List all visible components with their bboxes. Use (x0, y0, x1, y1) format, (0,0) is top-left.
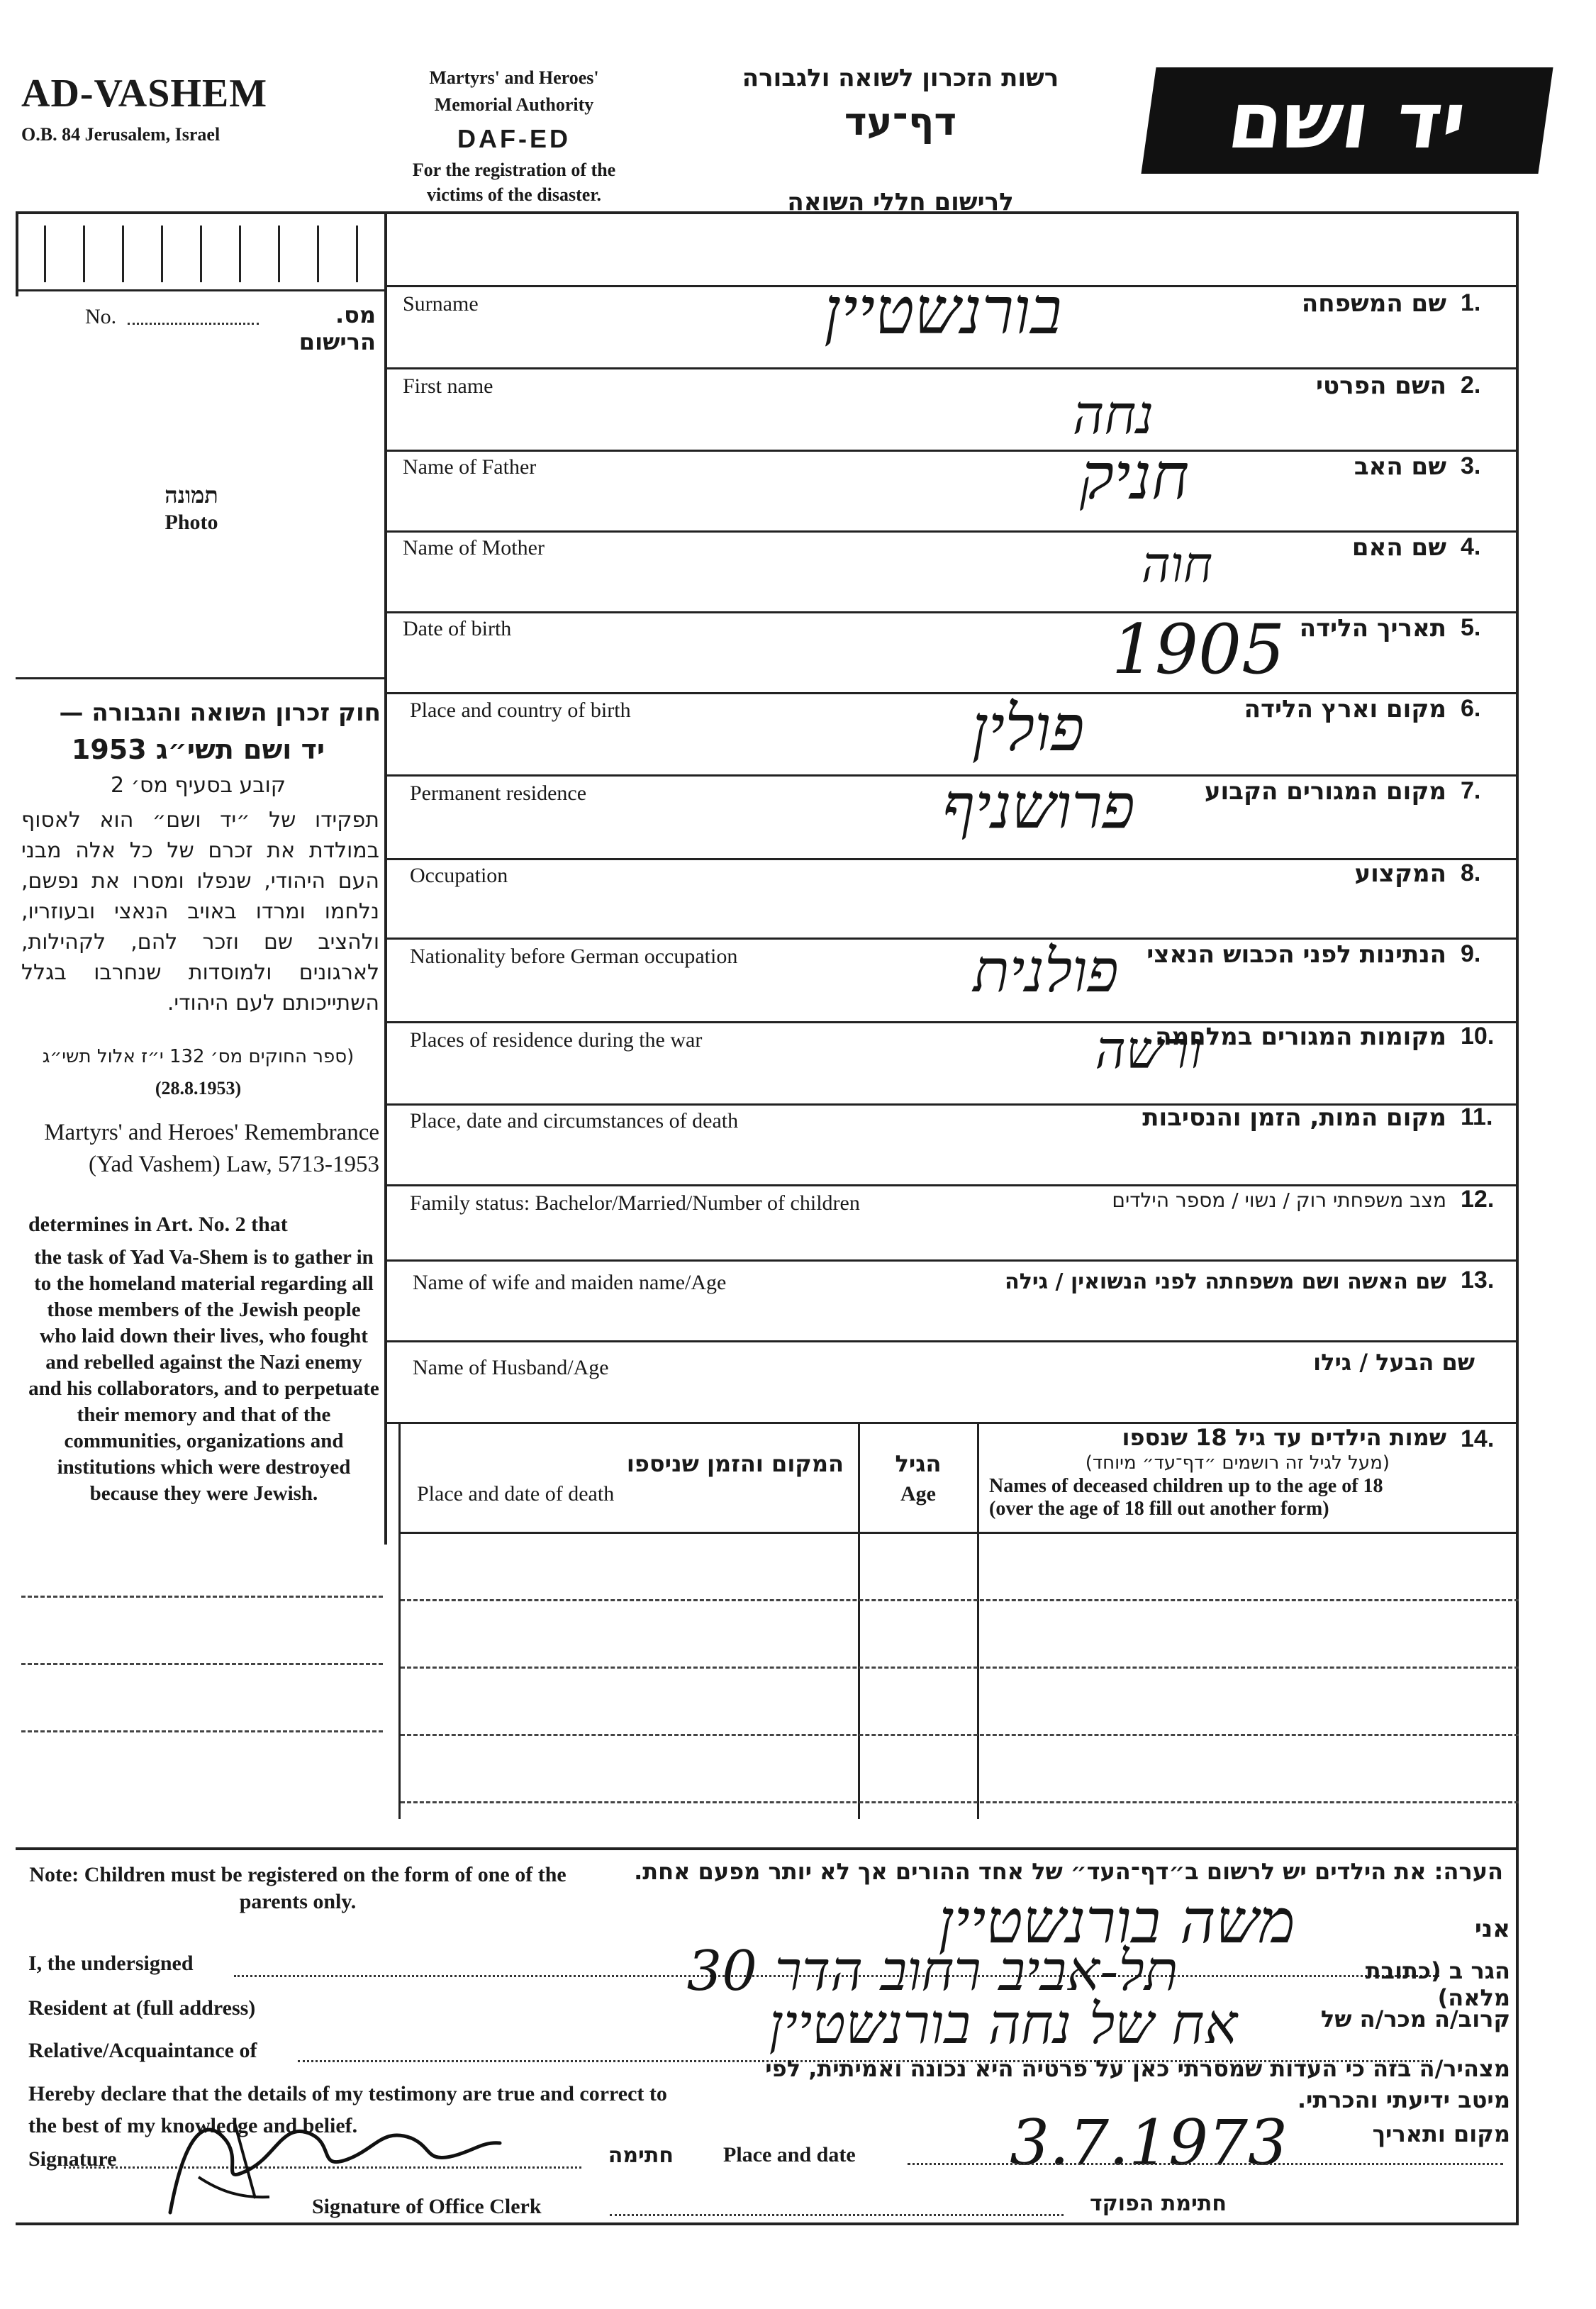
children-age-en: Age (900, 1482, 936, 1506)
children-row-2[interactable] (401, 1667, 1519, 1669)
field-2-num: 2. (1461, 372, 1481, 399)
hw-date[interactable]: 3.7.1973 (1010, 2106, 1288, 2179)
children-num: 14. (1461, 1425, 1495, 1452)
purpose-line-2: victims of the disaster. (426, 184, 601, 205)
field-7-num: 7. (1461, 777, 1481, 804)
field-11-num: 11. (1461, 1103, 1493, 1130)
yad-vashem-logo (1141, 67, 1553, 174)
field-7-label-en: Permanent residence (410, 781, 587, 805)
resident-he: הגר ב (כתובת מלאה) (1365, 1957, 1510, 2011)
clerk-he: חתימת הפוקד (1090, 2191, 1227, 2216)
children-place-he: המקום והזמן שניספו (626, 1450, 844, 1477)
resident-en: Resident at (full address) (28, 1996, 256, 2020)
field-9-value[interactable]: פולנית (973, 936, 1119, 1006)
children-names-en: Names of deceased children up to the age of 18 (989, 1475, 1383, 1497)
children-row-1[interactable] (401, 1599, 1519, 1601)
field-7-label-he: מקום המגורים הקבוע (1204, 777, 1446, 806)
left-column-rule (384, 211, 387, 1545)
relative-en: Relative/Acquaintance of (28, 2039, 257, 2062)
field-9-num: 9. (1461, 940, 1481, 967)
tick-boxes (16, 211, 384, 289)
field-12-label-he: מצב משפחתי רוק / נשוי / מספר הילדים (1112, 1189, 1446, 1212)
children-header-rule (398, 1532, 1519, 1534)
field-3-num: 3. (1461, 452, 1481, 479)
field-1-value[interactable]: בורנשטיין (824, 273, 1062, 349)
children-col-left (398, 1422, 401, 1819)
children-note-he: (מעל לגיל זה רושמים ״דף־עד״ מיוחד) (1085, 1452, 1390, 1474)
field-13-label-en: Name of wife and maiden name/Age (413, 1271, 727, 1294)
left-panel-row-1 (21, 1596, 383, 1598)
clerk-en: Signature of Office Clerk (312, 2195, 542, 2218)
row-rule-13 (387, 1259, 1519, 1262)
signature-en: Signature (28, 2147, 117, 2171)
declare-he: מצהיר/ה בזה כי העדות שמסרתי כאן על פרטיה היא נכונה ואמיתית, לפי מיטב ידיעתי והכרתי. (765, 2055, 1510, 2113)
field-6-label-he: מקום וארץ הלידה (1244, 695, 1446, 723)
field-6-value[interactable]: פולין (971, 691, 1085, 766)
authority-line-1: Martyrs' and Heroes' (429, 67, 599, 88)
field-5-label-he: תאריך הלידה (1299, 614, 1446, 642)
field-9-label-en: Nationality before German occupation (410, 945, 738, 968)
row-rule-2 (387, 367, 1519, 369)
field-9-label-he: הנתינות לפני הכבוש הנאצי (1146, 940, 1446, 969)
field-11-label-he: מקום המות, הזמן והנסיבות (1142, 1103, 1446, 1132)
authority-line-2: Memorial Authority (434, 94, 594, 115)
field-3-value[interactable]: חניק (1079, 440, 1190, 514)
form-title-en: DAF-ED (457, 124, 571, 153)
reg-no-label-he: מס. הרישום (298, 301, 376, 355)
clerk-dots (610, 2214, 1064, 2216)
children-place-en: Place and date of death (417, 1482, 615, 1506)
children-row-4[interactable] (401, 1801, 1519, 1803)
field-2-label-he: השם הפרטי (1316, 372, 1446, 400)
left-panel-row-3 (21, 1730, 383, 1732)
field-12-label-en: Family status: Bachelor/Married/Number of children (410, 1191, 860, 1215)
children-names-note-en: (over the age of 18 fill out another form) (989, 1498, 1329, 1520)
field-husband-label-en: Name of Husband/Age (413, 1356, 609, 1379)
org-name: AD-VASHEM (21, 72, 268, 116)
photo-label-he: תמונה (164, 482, 218, 508)
field-4-label-en: Name of Mother (403, 536, 545, 560)
hw-address[interactable]: תל-אביב רחוב הדר 30 (686, 1940, 1178, 2003)
law-ref-he: (ספר החוקים מס׳ 132 י״ז אלול תשי״ג (42, 1046, 355, 1067)
field-8-num: 8. (1461, 859, 1481, 886)
field-13-label-he: שם האשה ושם משפחתה לפני הנשואין / גילה (1005, 1269, 1446, 1294)
field-10-value[interactable]: ורשה (1095, 1020, 1202, 1081)
authority-he: רשות הזכרון לשואה ולגבורה (742, 64, 1059, 92)
law-date: (28.8.1953) (155, 1078, 242, 1098)
purpose-line-1: For the registration of the (412, 160, 616, 180)
field-8-label-en: Occupation (410, 864, 508, 887)
photo-label-en: Photo (164, 511, 218, 534)
law-subtitle-he: יד ושם תשי״ג 1953 (71, 734, 325, 765)
purpose-he: לרישום חללי השואה (787, 188, 1014, 216)
children-col-age-left (858, 1422, 860, 1819)
field-4-num: 4. (1461, 533, 1481, 560)
law-en-intro: determines in Art. No. 2 that (28, 1213, 288, 1236)
form-title-he: דף־עד (844, 99, 957, 144)
field-4-label-he: שם האם (1351, 533, 1446, 562)
org-address: O.B. 84 Jerusalem, Israel (21, 124, 221, 145)
law-title-he: חוק זכרון השואה והגבורה — (59, 699, 381, 727)
children-row-3[interactable] (401, 1734, 1519, 1736)
field-1-num: 1. (1461, 289, 1481, 316)
reg-no-label: No. (85, 305, 117, 328)
field-8-label-he: המקצוע (1354, 859, 1446, 888)
field-4-value[interactable]: חוה (1141, 535, 1213, 594)
field-5-num: 5. (1461, 614, 1481, 641)
row-rule-4 (387, 530, 1519, 533)
note-en: Note: Children must be registered on the form of one of the parents only. (29, 1863, 567, 1913)
field-10-label-en: Places of residence during the war (410, 1028, 703, 1052)
row-rule-5 (387, 611, 1519, 613)
hw-relative[interactable]: אח של נחה בורנשטיין (769, 1993, 1238, 2057)
row-rule-14 (387, 1340, 1519, 1342)
field-3-label-he: שם האב (1354, 452, 1446, 481)
row-rule-3 (387, 450, 1519, 452)
logo-text: יד ושם (1222, 75, 1472, 166)
law-clause-he: קובע בסעיף מס׳ 2 (110, 773, 286, 798)
hw-name[interactable]: משה בורנשטיין (938, 1886, 1295, 1957)
left-panel-row-2 (21, 1663, 383, 1665)
field-7-value[interactable]: פרושניף (942, 769, 1135, 842)
field-5-label-en: Date of birth (403, 617, 512, 640)
field-1-label-en: Surname (403, 292, 479, 316)
declare-en: Hereby declare that the details of my testimony are true and correct to the best of my knowledge and belief. (28, 2082, 667, 2137)
place-date-he: מקום ותאריך (1372, 2120, 1510, 2147)
photo-box-bottom-rule (16, 677, 384, 679)
field-10-label-he: מקומות המגורים במלחמה (1155, 1023, 1446, 1051)
undersigned-en: I, the undersigned (28, 1952, 194, 1975)
field-13-num: 13. (1461, 1267, 1495, 1293)
relative-he: קרוב/ה מכר/ה של (1320, 2005, 1510, 2032)
children-age-he: הגיל (895, 1450, 942, 1477)
note-he: הערה: את הילדים יש לרשום ב״דף־העד״ של אחד ההורים אך לא יותר מפעם אחת. (634, 1858, 1503, 1885)
field-12-num: 12. (1461, 1186, 1495, 1213)
field-3-label-en: Name of Father (403, 455, 537, 479)
law-en-title: Martyrs' and Heroes' Remembrance (Yad Vashem) Law, 5713-1953 (44, 1120, 379, 1177)
signature-he: חתימה (608, 2143, 674, 2168)
field-2-label-en: First name (403, 374, 493, 398)
children-title-he: שמות הילדים עד גיל 18 שנספו (1122, 1424, 1446, 1451)
field-husband-label-he: שם הבעל / גילו (1313, 1349, 1475, 1376)
children-col-age-right (977, 1422, 979, 1819)
i-he: אני (1474, 1915, 1510, 1943)
field-1-label-he: שם המשפחה (1301, 289, 1446, 318)
law-text-he: תפקידו של ״יד ושם״ הוא לאסוף במולדת את זכרם של כל אלה מבני העם היהודי, שנפלו ומסרו את נפשם, נלחמו ומרדו באויב הנאצי ובעוזריו, ולהציב שם וזכר להם, לקהילות, לארגונים ולמוסדות שנחרבו בגלל השתייכותם לעם היהודי. (21, 808, 379, 1016)
field-2-value[interactable]: נחה (1072, 383, 1154, 446)
field-6-label-en: Place and country of birth (410, 699, 631, 722)
reg-no-dots (128, 323, 259, 325)
footer-top-rule (16, 1847, 1519, 1850)
field-5-value[interactable]: 1905 (1111, 610, 1285, 689)
row-rule-12 (387, 1184, 1519, 1186)
field-10-num: 10. (1461, 1023, 1495, 1050)
place-date-en: Place and date (723, 2143, 856, 2166)
field-11-label-en: Place, date and circumstances of death (410, 1109, 739, 1133)
field-6-num: 6. (1461, 695, 1481, 722)
tick-boxes-bottom-rule (16, 289, 384, 291)
place-date-dots (908, 2163, 1503, 2165)
law-en-text: the task of Yad Va-Shem is to gather in to the homeland material regarding all those members of the Jewish people who laid down their lives, who fought and rebelled against the Nazi enemy and his collaborators, and to perpetuate their memory and that of the communities, organizations and institutions which were destroyed because they were Jewish. (28, 1246, 379, 1505)
